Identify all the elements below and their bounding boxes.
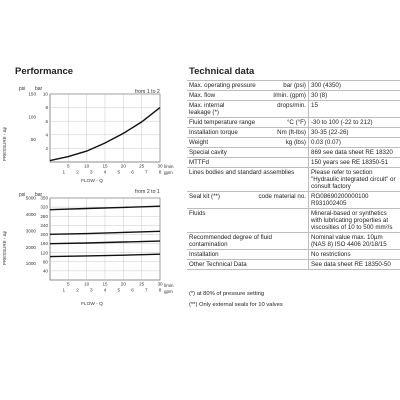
y-tick-bar: 280 <box>40 213 48 219</box>
y-tick-bar: 240 <box>40 222 48 228</box>
x-tick-gpm: 4 <box>103 169 107 175</box>
spec-unit: kg (lbs) <box>242 138 309 148</box>
spec-label: Recommended degree of fluid contamination <box>187 233 309 250</box>
y-tick-psi: 50 <box>30 136 36 142</box>
spec-label: MTTFd <box>187 158 242 168</box>
spec-unit: code material no. <box>242 192 309 209</box>
x-tick-lmin: 15 <box>102 281 108 287</box>
x-tick-lmin: 15 <box>102 163 108 169</box>
x-tick-lmin: 20 <box>120 281 126 287</box>
spec-value: No restrictions <box>309 250 400 260</box>
x-tick-gpm: 4 <box>103 287 107 293</box>
spec-value: 869 see data sheet RE 18320 <box>309 148 400 158</box>
x-tick-lmin: 10 <box>84 281 90 287</box>
y-tick-psi: 4000 <box>25 212 36 217</box>
y-unit-bar: bar <box>35 86 43 92</box>
x-axis-label: FLOW - Q <box>81 179 103 184</box>
x-tick-gpm: 2 <box>76 287 79 293</box>
performance-title: Performance <box>15 66 74 77</box>
y-tick-bar: 350 <box>40 195 48 201</box>
spec-row <box>187 233 400 250</box>
spec-value: 30 (8) <box>309 91 400 101</box>
spec-unit: bar (psi) <box>242 81 309 91</box>
y-tick-psi: 5000 <box>25 195 36 201</box>
spec-label: Weight <box>187 138 242 148</box>
spec-unit <box>242 148 309 158</box>
x-unit-lmin: l/min <box>164 164 174 169</box>
chart-caption: from 1 to 2 <box>135 89 160 95</box>
x-tick-gpm: 7 <box>144 287 148 293</box>
y-tick-psi: 1000 <box>25 261 36 267</box>
spec-unit: drops/min. <box>242 101 309 118</box>
spec-row <box>187 260 400 270</box>
x-axis-label: FLOW - Q <box>81 302 103 307</box>
spec-label: Seal kit (**) <box>187 192 242 209</box>
x-tick-gpm: 6 <box>131 287 134 293</box>
y-tick-bar: 80 <box>42 259 48 265</box>
spec-row <box>187 168 400 192</box>
y-tick-psi: 2000 <box>25 244 36 250</box>
spec-value: 15 <box>309 101 400 118</box>
x-unit-gpm: gpm <box>164 170 173 175</box>
y-tick-psi: 100 <box>28 114 36 120</box>
spec-row <box>187 148 400 158</box>
y-tick-bar: 40 <box>42 268 48 274</box>
x-unit-lmin: l/min <box>164 283 174 288</box>
y-tick-bar: 10 <box>42 91 48 97</box>
spec-label: Max. operating pressure <box>189 82 256 89</box>
spec-label: Special cavity <box>187 148 242 158</box>
y-axis-label: PRESSURE - Δp <box>2 126 7 162</box>
x-tick-gpm: 3 <box>89 169 93 175</box>
spec-label: Lines bodies and standard assemblies <box>187 168 309 192</box>
x-tick-lmin: 10 <box>84 163 90 169</box>
technical-data-table <box>187 80 400 270</box>
spec-label: Max. internal leakage (*) <box>187 101 242 118</box>
spec-unit <box>242 158 309 168</box>
footnote-seals: (**) Only external seals for 10 valves <box>189 302 283 308</box>
spec-row <box>187 250 400 260</box>
y-tick-bar: 320 <box>40 204 48 210</box>
spec-value: 300 (4350) <box>309 81 400 91</box>
x-tick-gpm: 5 <box>117 287 121 293</box>
spec-value: RG08690200000100 R931002405 <box>309 192 400 209</box>
spec-row <box>187 209 400 233</box>
spec-value: Mineral-based or synthetics with lubricating properties at viscosities of 10 to 500 mm²/s <box>309 209 400 233</box>
x-tick-gpm: 2 <box>76 169 79 175</box>
spec-label: Fluid temperature range <box>189 119 256 126</box>
spec-value: -30 to 100 (-22 to 212) <box>309 118 400 128</box>
chart-caption: from 2 to 1 <box>135 189 160 195</box>
x-tick-gpm: 1 <box>62 169 66 175</box>
y-tick-bar: 120 <box>40 250 48 256</box>
spec-unit: °C (°F) <box>242 118 309 128</box>
spec-row <box>187 91 400 101</box>
x-tick-gpm: 3 <box>89 287 93 293</box>
chart-flow-2-to-1 <box>0 186 186 310</box>
spec-unit: l/min. (gpm) <box>242 91 309 101</box>
chart-flow-1-to-2 <box>0 82 186 184</box>
spec-label: Installation torque <box>187 128 242 138</box>
spec-row <box>187 101 400 118</box>
x-tick-lmin: 25 <box>139 281 145 287</box>
y-axis-label: PRESSURE - Δp <box>2 230 7 266</box>
spec-row <box>187 81 400 91</box>
spec-row <box>187 158 400 168</box>
y-tick-bar: 2 <box>45 146 48 151</box>
y-tick-bar: 4 <box>45 132 48 138</box>
technical-data-title: Technical data <box>189 66 255 77</box>
x-tick-gpm: 1 <box>62 287 66 293</box>
spec-label: Fluids <box>187 209 309 233</box>
y-tick-bar: 8 <box>45 105 48 111</box>
y-unit-psi: psi <box>19 86 26 92</box>
y-tick-bar: 200 <box>40 232 48 238</box>
spec-label: Other Technical Data <box>187 260 309 270</box>
x-tick-lmin: 20 <box>120 163 126 169</box>
spec-row <box>187 192 400 209</box>
y-tick-psi: 3000 <box>25 228 36 234</box>
x-tick-lmin: 30 <box>157 281 163 287</box>
spec-row <box>187 138 400 148</box>
y-tick-psi: 150 <box>28 91 36 97</box>
x-tick-gpm: 5 <box>117 169 121 175</box>
spec-value: Please refer to section "Hydraulic integrated circuit" or consult factory <box>309 168 400 192</box>
y-unit-psi: psi <box>19 192 26 198</box>
spec-label: Installation <box>187 250 309 260</box>
x-tick-gpm: 8 <box>158 169 162 175</box>
y-unit-bar: bar <box>35 192 43 198</box>
spec-value: 150 years see RE 18350-51 <box>309 158 400 168</box>
x-tick-gpm: 6 <box>131 169 134 175</box>
x-tick-gpm: 7 <box>144 169 148 175</box>
spec-row <box>187 128 400 138</box>
x-unit-gpm: gpm <box>164 289 173 294</box>
y-tick-bar: 6 <box>45 118 48 124</box>
spec-unit: Nm (ft-lbs) <box>242 128 309 138</box>
spec-row <box>187 118 400 128</box>
footnote-leakage: (*) at 80% of pressure setting <box>189 291 265 297</box>
spec-label: Max. flow <box>187 91 242 101</box>
x-tick-lmin: 30 <box>157 163 163 169</box>
spec-value: 0.03 (0.07) <box>309 138 400 148</box>
spec-value: See data sheet RE 18350-50 <box>309 260 400 270</box>
y-tick-bar: 160 <box>40 241 48 247</box>
spec-value: Nominal value max. 10µm (NAS 8) ISO 4406 20/18/15 <box>309 233 400 250</box>
x-tick-lmin: 5 <box>67 163 70 169</box>
x-tick-gpm: 8 <box>158 287 162 293</box>
x-tick-lmin: 25 <box>139 163 145 169</box>
spec-value: 30-35 (22-26) <box>309 128 400 138</box>
x-tick-lmin: 5 <box>67 281 70 287</box>
